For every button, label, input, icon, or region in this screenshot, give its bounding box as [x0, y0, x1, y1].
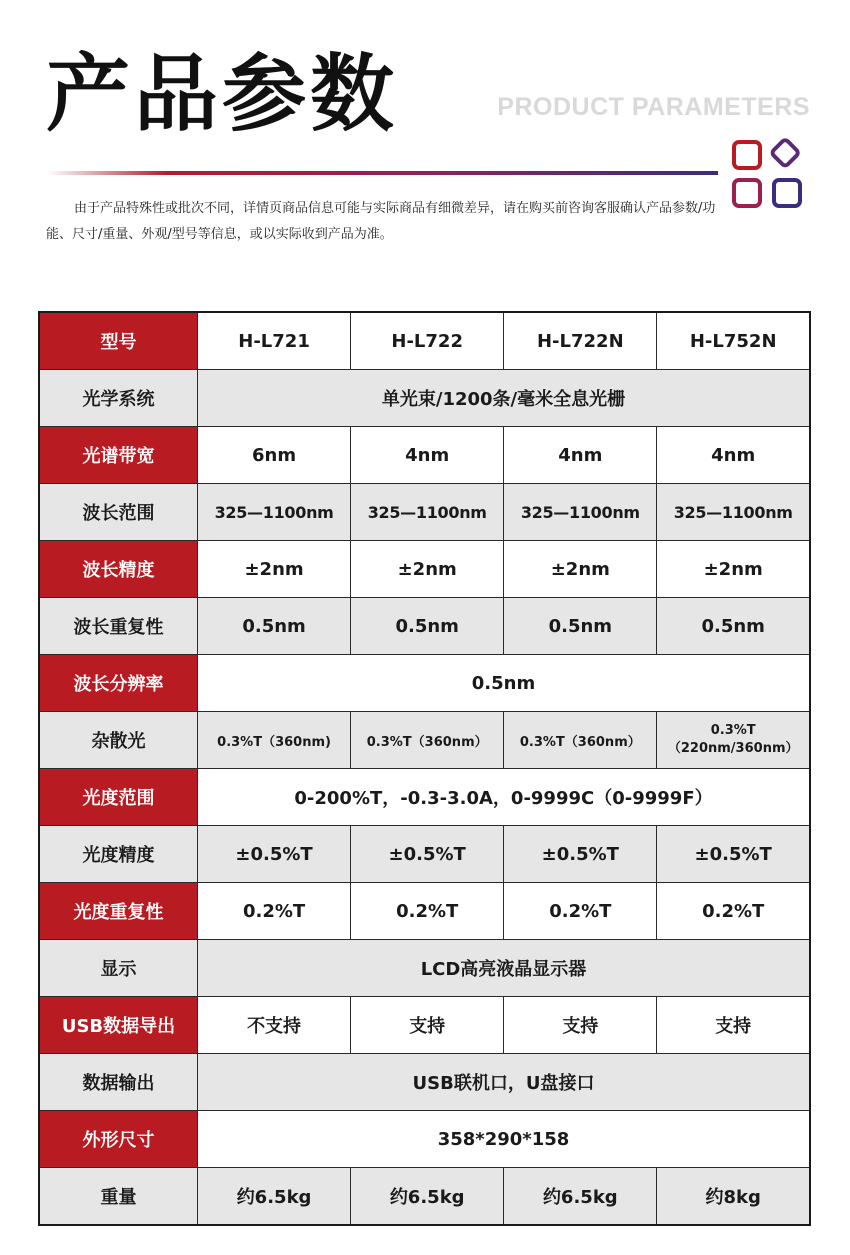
table-row-wavelength-repeatability [39, 598, 810, 655]
value-cell: 单光束/1200条/毫米全息光栅 [198, 370, 811, 427]
value-cell: 325—1100nm [504, 484, 657, 541]
row-label: 外形尺寸 [39, 1111, 198, 1168]
row-label: 波长精度 [39, 541, 198, 598]
model-cell: H-L722N [504, 312, 657, 370]
row-label: 显示 [39, 940, 198, 997]
row-label: 波长范围 [39, 484, 198, 541]
value-cell: 约6.5kg [198, 1168, 351, 1226]
table-row-model [39, 312, 810, 370]
row-label: 数据输出 [39, 1054, 198, 1111]
value-cell: ±0.5%T [198, 826, 351, 883]
row-label: 波长重复性 [39, 598, 198, 655]
value-cell: ±0.5%T [351, 826, 504, 883]
value-cell: 0-200%T，-0.3-3.0A，0-9999C（0-9999F） [198, 769, 811, 826]
value-cell: 325—1100nm [351, 484, 504, 541]
value-cell: LCD高亮液晶显示器 [198, 940, 811, 997]
value-cell: 6nm [198, 427, 351, 484]
value-cell: ±0.5%T [657, 826, 810, 883]
value-cell: 325—1100nm [657, 484, 810, 541]
row-label: 波长分辨率 [39, 655, 198, 712]
model-cell: H-L752N [657, 312, 810, 370]
value-cell: 0.5nm [198, 598, 351, 655]
model-cell: H-L722 [351, 312, 504, 370]
value-cell: 约8kg [657, 1168, 810, 1226]
value-cell: 0.3%T（360nm) [198, 712, 351, 769]
table-row-usb-export [39, 997, 810, 1054]
table-row-wavelength-accuracy [39, 541, 810, 598]
page-title: 产品参数 [46, 45, 399, 143]
value-cell: 0.3%T（360nm） [504, 712, 657, 769]
value-cell: 358*290*158 [198, 1111, 811, 1168]
value-cell: 325—1100nm [198, 484, 351, 541]
value-cell: 0.2%T [657, 883, 810, 940]
disclaimer-notice: 由于产品特殊性或批次不同，详情页商品信息可能与实际商品有细微差异，请在购买前咨询客服确认产品参数/功能、尺寸/重量、外观/型号等信息，或以实际收到产品为准。 [46, 201, 716, 242]
value-cell: USB联机口，U盘接口 [198, 1054, 811, 1111]
grid-logo-icon [730, 136, 806, 212]
row-label: 杂散光 [39, 712, 198, 769]
value-cell: ±2nm [351, 541, 504, 598]
row-label: 光学系统 [39, 370, 198, 427]
value-cell: 4nm [657, 427, 810, 484]
value-cell: 0.3%T（360nm） [351, 712, 504, 769]
gradient-divider [46, 171, 718, 175]
value-cell: ±2nm [657, 541, 810, 598]
value-cell: 支持 [351, 997, 504, 1054]
row-label: 重量 [39, 1168, 198, 1226]
table-row-data-output [39, 1054, 810, 1111]
value-cell: 4nm [351, 427, 504, 484]
table-row-stray-light [39, 712, 810, 769]
model-cell: H-L721 [198, 312, 351, 370]
table-row-optical-system [39, 370, 810, 427]
table-row-photometric-range [39, 769, 810, 826]
table-row-display [39, 940, 810, 997]
table-row-wavelength-range [39, 484, 810, 541]
value-cell: 0.5nm [351, 598, 504, 655]
value-line: （220nm/360nm） [667, 741, 799, 756]
value-cell: 0.2%T [504, 883, 657, 940]
table-row-photometric-repeatability [39, 883, 810, 940]
value-cell: 支持 [504, 997, 657, 1054]
value-cell: 支持 [657, 997, 810, 1054]
value-cell: 0.5nm [657, 598, 810, 655]
row-label: 光度重复性 [39, 883, 198, 940]
row-label: 光谱带宽 [39, 427, 198, 484]
value-cell: ±2nm [198, 541, 351, 598]
table-row-photometric-accuracy [39, 826, 810, 883]
value-cell: 约6.5kg [351, 1168, 504, 1226]
value-line: 0.3%T [710, 723, 756, 738]
table-row-weight [39, 1168, 810, 1226]
value-cell: 不支持 [198, 997, 351, 1054]
row-label: USB数据导出 [39, 997, 198, 1054]
value-cell: ±2nm [504, 541, 657, 598]
value-cell: ±0.5%T [504, 826, 657, 883]
value-cell: 4nm [504, 427, 657, 484]
page-subtitle: PRODUCT PARAMETERS [497, 93, 810, 121]
value-cell: 0.2%T [198, 883, 351, 940]
value-cell: 约6.5kg [504, 1168, 657, 1226]
row-label: 型号 [39, 312, 198, 370]
spec-table [38, 311, 811, 1226]
value-cell: 0.5nm [504, 598, 657, 655]
value-cell: 0.2%T [351, 883, 504, 940]
row-label: 光度精度 [39, 826, 198, 883]
table-row-wavelength-resolution [39, 655, 810, 712]
row-label: 光度范围 [39, 769, 198, 826]
value-cell: 0.5nm [198, 655, 811, 712]
value-cell [657, 712, 810, 769]
table-row-dimensions [39, 1111, 810, 1168]
table-row-spectral-bandwidth [39, 427, 810, 484]
